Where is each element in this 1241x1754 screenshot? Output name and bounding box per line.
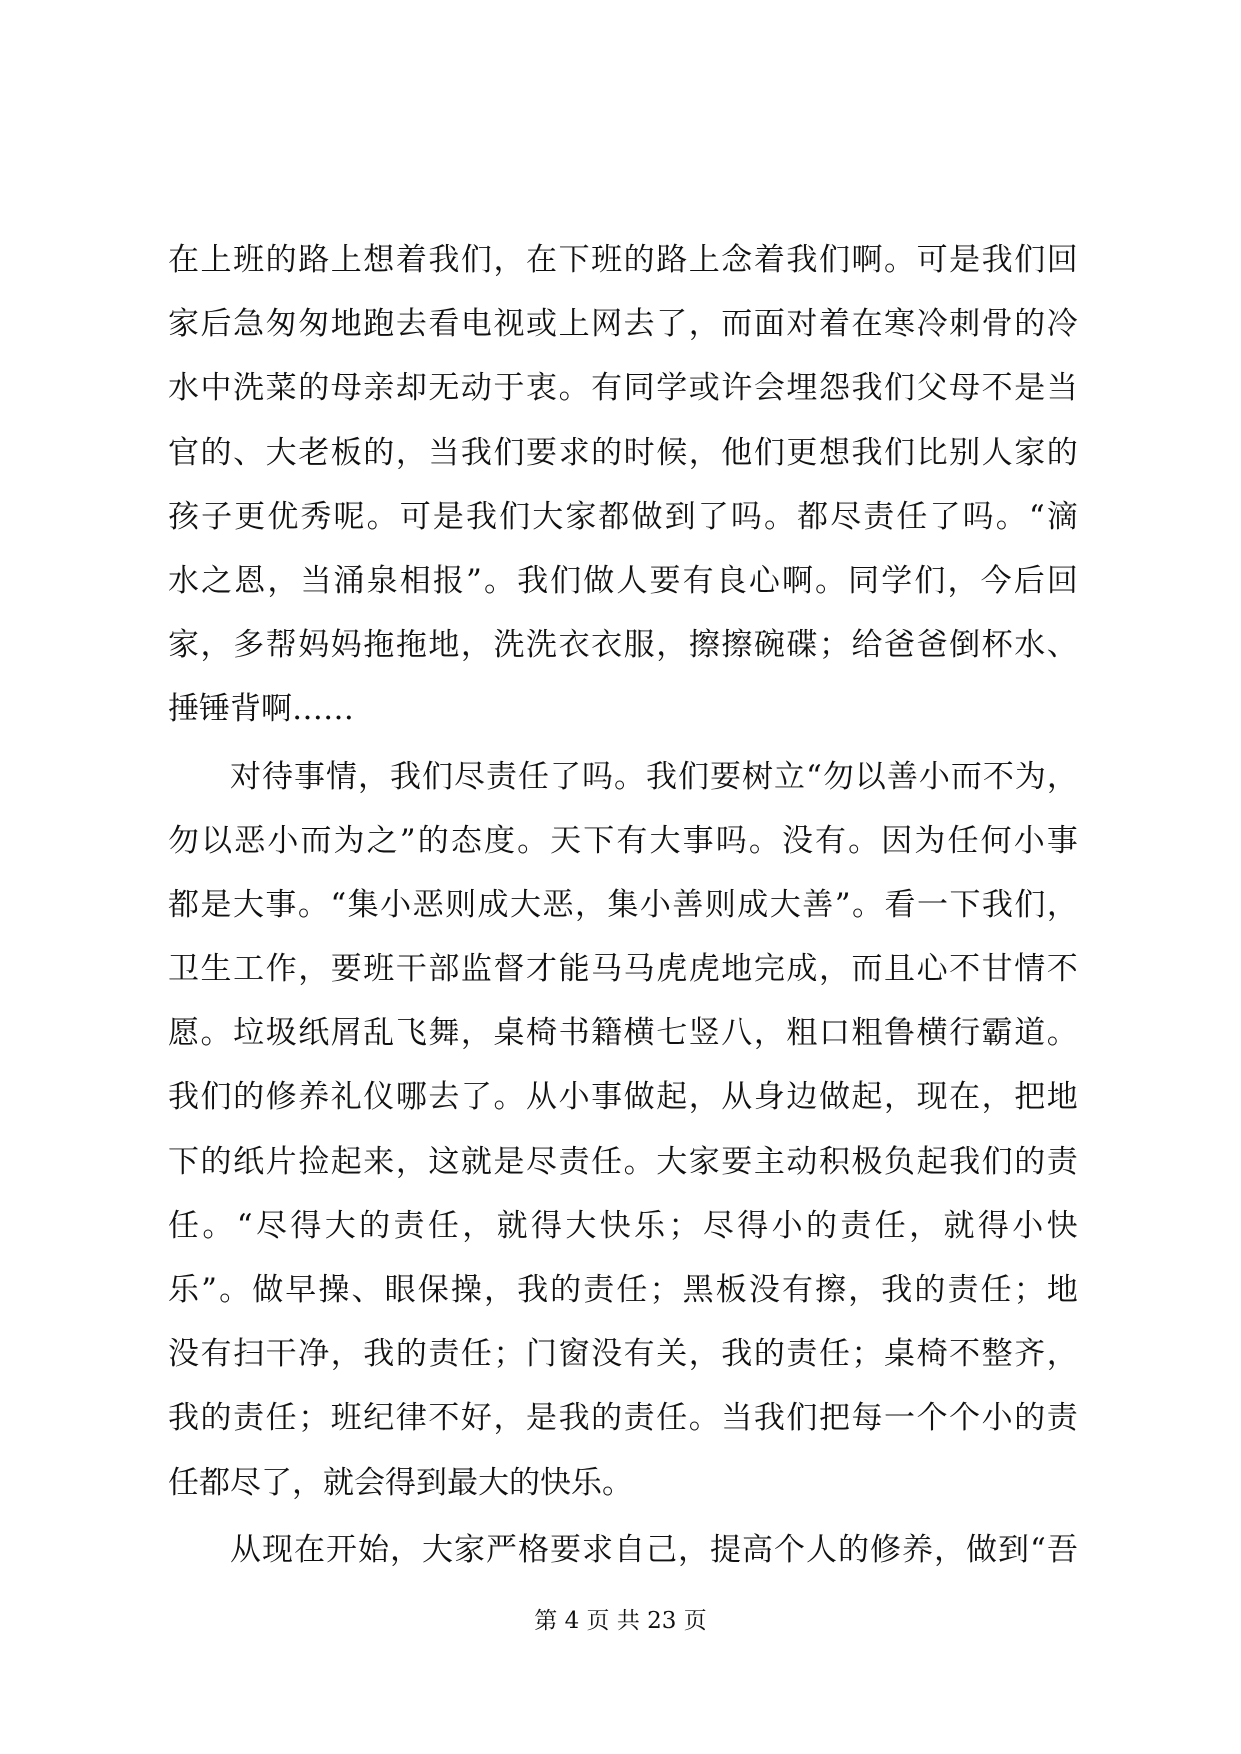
text-line: 勿 以 恶 小 而 为 之 ” 的 态 度 。 天 下 有 大 事 吗 。 没 有 。 因 为 任 何 小 事 — [168, 822, 1078, 859]
text-line: 愿 。 垃 圾 纸 屑 乱 飞 舞 ， 桌 椅 书 籍 横 七 竖 八 ， 粗 口 粗 鲁 横 行 霸 道 。 — [168, 1015, 1078, 1052]
text-line: 卫 生 工 作 ， 要 班 干 部 监 督 才 能 马 马 虎 虎 地 完 成 ， 而 且 心 不 甘 情 不 — [168, 951, 1078, 988]
text-line: 官 的 、 大 老 板 的 ， 当 我 们 要 求 的 时 候 ， 他 们 更 想 我 们 比 别 人 家 的 — [168, 434, 1078, 471]
body-text — [168, 228, 1078, 1582]
text-line: 捶锤背啊…… — [168, 691, 354, 728]
text-line: 乐 ” 。 做 早 操 、 眼 保 操 ， 我 的 责 任 ； 黑 板 没 有 擦 ， 我 的 责 任 ； 地 — [168, 1272, 1078, 1308]
page-footer: 第 4 页 共 23 页 — [534, 1608, 707, 1634]
text-line: 水 中 洗 菜 的 母 亲 却 无 动 于 衷 。 有 同 学 或 许 会 埋 怨 我 们 父 母 不 是 当 — [168, 370, 1078, 407]
text-line: 从 现 在 开 始 ， 大 家 严 格 要 求 自 己 ， 提 高 个 人 的 修 养 ， 做 到 “ 吾 — [230, 1531, 1078, 1568]
text-line: 都 是 大 事 。 “ 集 小 恶 则 成 大 恶 ， 集 小 善 则 成 大 善 ” 。 看 一 下 我 们 ， — [168, 886, 1078, 923]
paragraph — [168, 1518, 1078, 1582]
paragraph — [168, 228, 1078, 742]
text-line: 下 的 纸 片 捡 起 来 ， 这 就 是 尽 责 任 。 大 家 要 主 动 积 极 负 起 我 们 的 责 — [168, 1143, 1078, 1180]
text-line: 我 们 的 修 养 礼 仪 哪 去 了 。 从 小 事 做 起 ， 从 身 边 做 起 ， 现 在 ， 把 地 — [168, 1079, 1078, 1116]
text-line: 水 之 恩 ， 当 涌 泉 相 报 ” 。 我 们 做 人 要 有 良 心 啊 。 同 学 们 ， 今 后 回 — [168, 562, 1078, 599]
text-line: 没 有 扫 干 净 ， 我 的 责 任 ； 门 窗 没 有 关 ， 我 的 责 任 ； 桌 椅 不 整 齐 ， — [168, 1336, 1078, 1373]
text-line: 家 后 急 匆 匆 地 跑 去 看 电 视 或 上 网 去 了 ， 而 面 对 着 在 寒 冷 刺 骨 的 冷 — [168, 306, 1078, 343]
text-line: 我 的 责 任 ； 班 纪 律 不 好 ， 是 我 的 责 任 。 当 我 们 把 每 一 个 个 小 的 责 — [168, 1400, 1078, 1437]
text-line: 对 待 事 情 ， 我 们 尽 责 任 了 吗 。 我 们 要 树 立 “ 勿 以 善 小 而 不 为 ， — [230, 758, 1078, 795]
paragraph — [168, 745, 1078, 1515]
text-line: 家 ， 多 帮 妈 妈 拖 拖 地 ， 洗 洗 衣 衣 服 ， 擦 擦 碗 碟 ； 给 爸 爸 倒 杯 水 、 — [168, 627, 1078, 664]
text-line: 任都尽了，就会得到最大的快乐。 — [168, 1464, 633, 1501]
text-line: 孩 子 更 优 秀 呢 。 可 是 我 们 大 家 都 做 到 了 吗 。 都 尽 责 任 了 吗 。 “ 滴 — [168, 498, 1078, 535]
text-line: 任 。 “ 尽 得 大 的 责 任 ， 就 得 大 快 乐 ； 尽 得 小 的 责 任 ， 就 得 小 快 — [168, 1207, 1078, 1244]
text-line: 在 上 班 的 路 上 想 着 我 们 ， 在 下 班 的 路 上 念 着 我 们 啊 。 可 是 我 们 回 — [168, 242, 1078, 278]
